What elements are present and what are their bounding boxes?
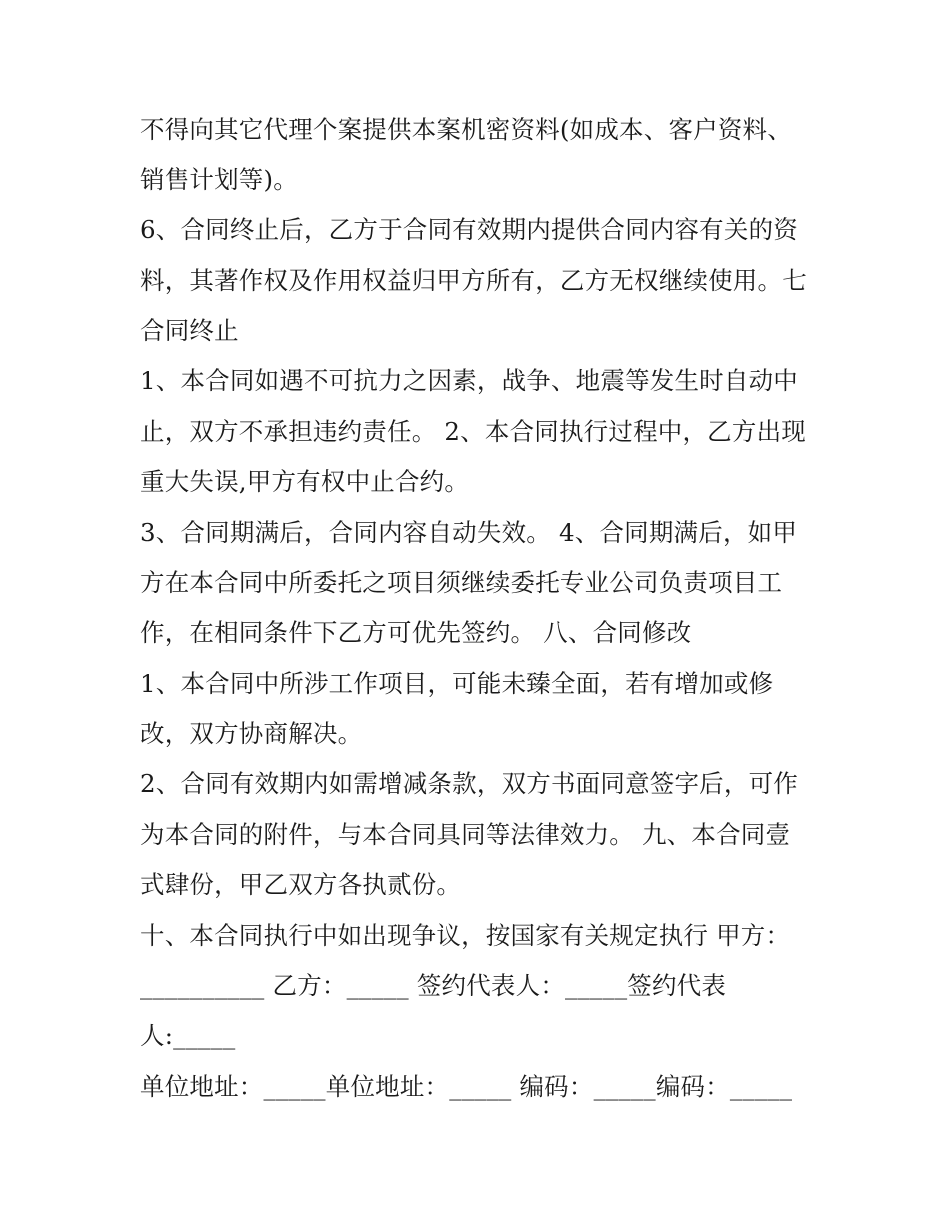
text-line: 6、合同终止后，乙方于合同有效期内提供合同内容有关的资 — [140, 215, 798, 244]
text-line: 3、合同期满后，合同内容自动失效。 4、合同期满后，如甲 — [140, 518, 798, 547]
text-line: 单位地址：_____单位地址：_____ 编码：_____编码：_____ — [140, 1072, 793, 1101]
text-line: 1、本合同如遇不可抗力之因素，战争、地震等发生时自动中 — [140, 366, 798, 395]
text-line: 作，在相同条件下乙方可优先签约。 八、合同修改 — [140, 618, 692, 647]
text-line: 改，双方协商解决。 — [140, 719, 363, 748]
text-line: 1、本合同中所涉工作项目，可能未臻全面，若有增加或修 — [140, 669, 774, 698]
text-line: 料，其著作权及作用权益归甲方所有，乙方无权继续使用。七 — [140, 266, 807, 295]
text-line: 式肆份，甲乙双方各执贰份。 — [140, 870, 462, 899]
text-line: 合同终止 — [140, 316, 239, 345]
text-line: __________ 乙方：_____ 签约代表人：_____签约代表 — [140, 971, 727, 1000]
text-line: 止，双方不承担违约责任。 2、本合同执行过程中，乙方出现 — [140, 417, 806, 446]
text-line: 方在本合同中所委托之项目须继续委托专业公司负责项目工 — [140, 568, 783, 597]
text-line: 重大失误,甲方有权中止合约。 — [140, 467, 470, 496]
text-line: 2、合同有效期内如需增减条款，双方书面同意签字后，可作 — [140, 769, 798, 798]
text-line: 销售计划等)。 — [140, 165, 298, 194]
text-line: 为本合同的附件，与本合同具同等法律效力。 九、本合同壹 — [140, 820, 791, 849]
text-line: 十、本合同执行中如出现争议，按国家有关规定执行 甲方： — [140, 921, 791, 950]
text-line: 人:_____ — [140, 1021, 236, 1050]
text-line: 不得向其它代理个案提供本案机密资料(如成本、客户资料、 — [140, 115, 792, 144]
